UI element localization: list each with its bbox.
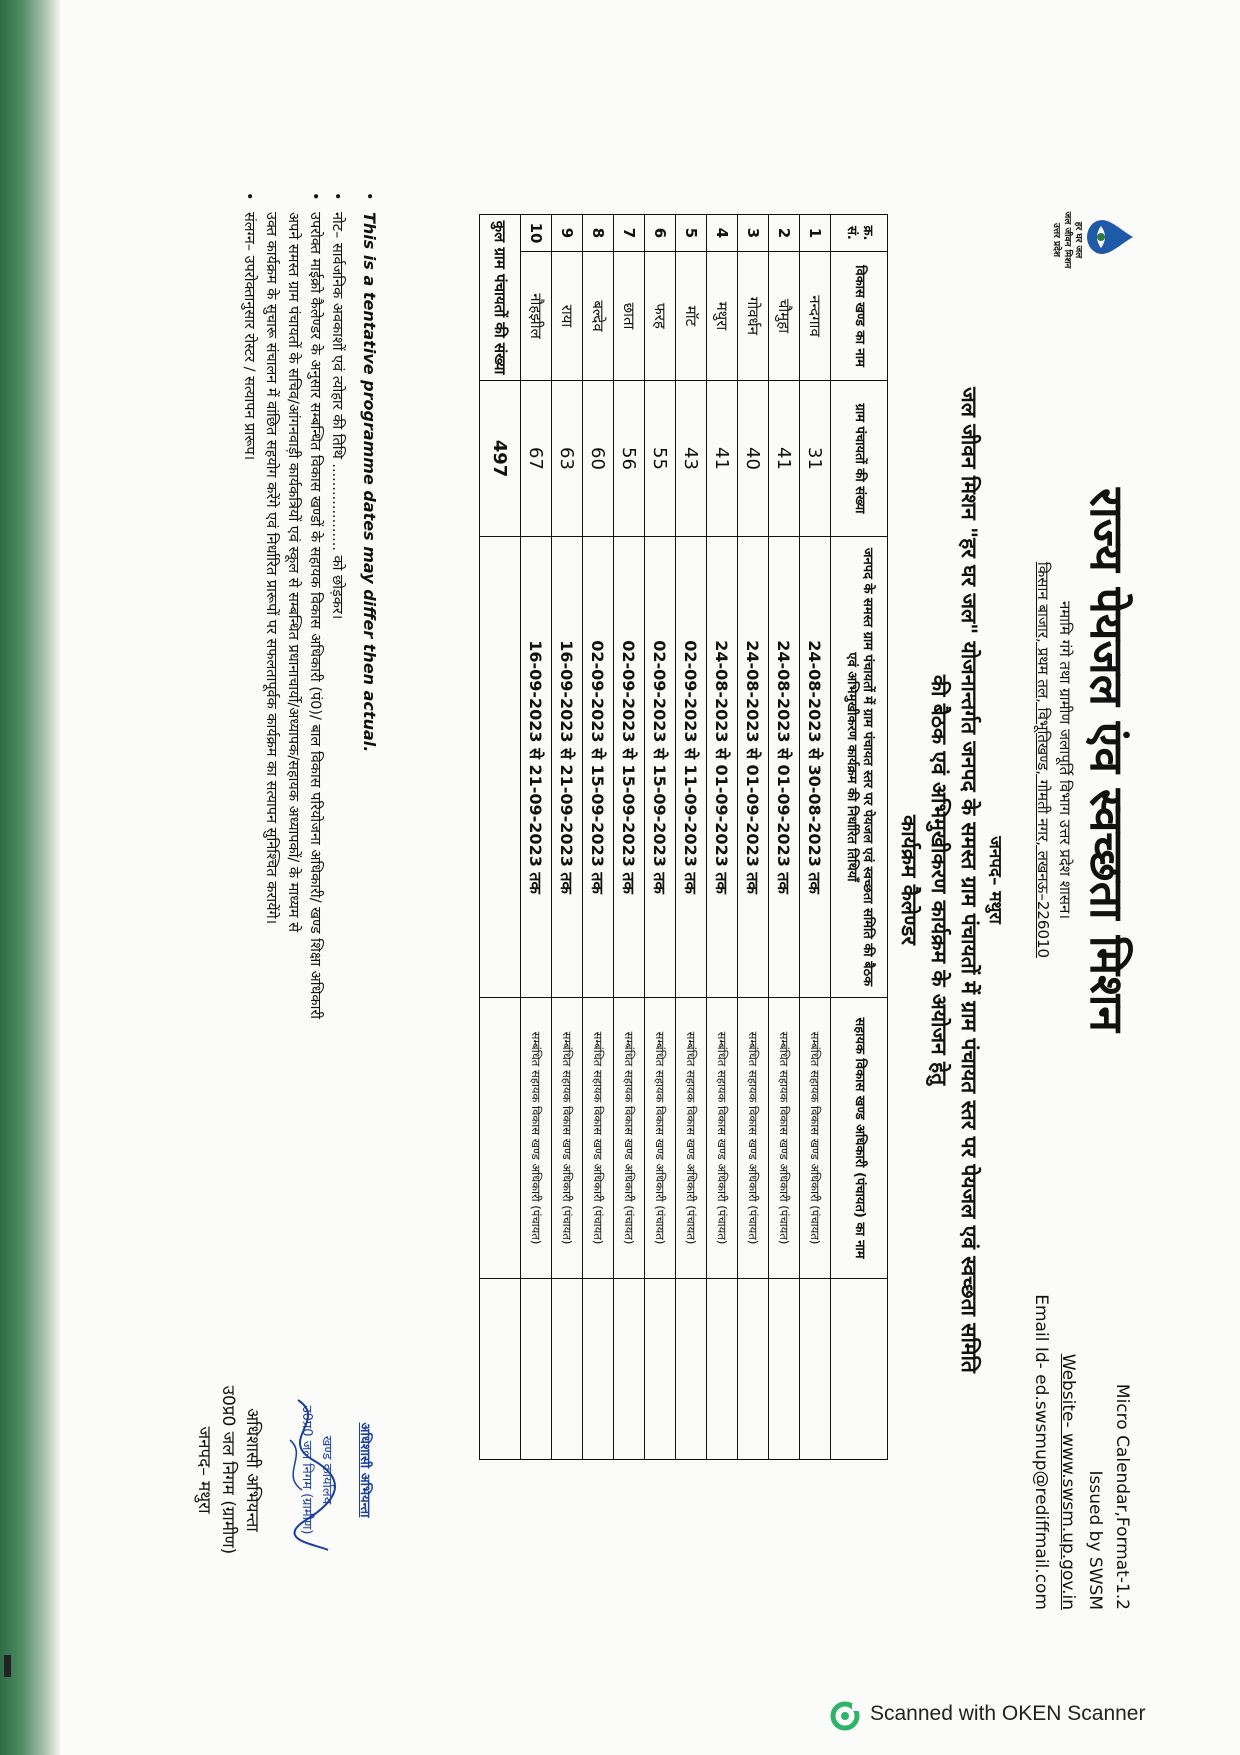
website-link[interactable]: Website- www.swsm.up.gov.in: [1058, 1353, 1078, 1610]
table-row: [676, 215, 707, 1460]
note-instructions-c: उक्त कार्यक्रम के सुचारू संचालन में वांछित सहयोग करेंगे एवं निर्धारित प्रारूपों पर सफलतापूर्वक कार्यक्रम का सत्यापन सुनिश्चित करायेंगे।: [263, 212, 279, 925]
note-instructions-b: अपने समस्त ग्राम पंचायतों के सचिव/आंगनवाड़ी कार्यकत्रियों एवं स्कूल से सम्बन्धित प्रधानाचार्यो/अध्यापक/सहायक अध्यापकों/ के माध्यम से: [285, 212, 301, 933]
cell-dates: 24-08-2023 से 01-09-2023 तक: [769, 537, 800, 998]
cell-count: 60: [583, 381, 614, 537]
cell-blank: [769, 1279, 800, 1460]
header-officer: सहायक विकास खण्ड अधिकारी (पंचायत) का नाम: [831, 998, 888, 1279]
organization-title: राज्य पेयजल एंव स्वच्छता मिशन: [1080, 488, 1134, 1032]
bullet: •: [361, 192, 377, 201]
note-enclosure-text: संलग्न– उपरोक्तानुसार रोस्टर / सत्यापन प्रारूप।: [241, 212, 257, 461]
cell-block: गोवर्धन: [738, 252, 769, 381]
header-count: ग्राम पंचायतों की संख्या: [831, 381, 888, 537]
cell-block: चौमुहा: [769, 252, 800, 381]
header-block: विकास खण्ड का नाम: [831, 252, 888, 381]
table-row: [614, 215, 645, 1460]
table-body: [521, 215, 831, 1460]
cell-sn: 3: [738, 215, 769, 252]
cell-dates: 02-09-2023 से 15-09-2023 तक: [583, 537, 614, 998]
header-sn: क्र. सं.: [831, 215, 888, 252]
signatory: [192, 1370, 264, 1570]
cell-blank: [738, 1279, 769, 1460]
address-line: किसान बाजार, प्रथम तल, विभूतिखण्ड, गोमती नगर, लखनऊ–226010: [1034, 561, 1052, 959]
stamp-line-3: उ0प्र0 जल निगम (ग्रामीण): [299, 1405, 314, 1535]
cell-sn: 9: [552, 215, 583, 252]
bullet: •: [241, 192, 257, 201]
cell-officer: सम्बंधित सहायक विकास खण्ड अधिकारी (पंचायत): [645, 998, 676, 1279]
format-label: Micro Calendar,Format-1.2: [1112, 1383, 1132, 1610]
department-line: नमामि गंगे तथा ग्रामीण जलापूर्ति विभाग उत्तर प्रदेश शासन।: [1056, 600, 1074, 920]
logo-caption: [1050, 190, 1083, 290]
total-blank-officer: [480, 998, 521, 1279]
jal-jeevan-logo: [1025, 190, 1135, 290]
note-instructions-a: उपरोक्त माईक्रो कैलेण्डर के अनुसार सम्बन्धित विकास खण्डों के सहायक विकास अधिकारी (पं0)/ बाल विकास परियोजना अधिकारी/ खण्ड शिक्षा अधिकारी: [307, 212, 323, 1020]
cell-blank: [614, 1279, 645, 1460]
official-stamp: [264, 1370, 372, 1570]
cell-dates: 02-09-2023 से 15-09-2023 तक: [645, 537, 676, 998]
document-meta: [1027, 1230, 1135, 1610]
signature-scribble-icon: [272, 1380, 368, 1560]
cell-blank: [645, 1279, 676, 1460]
signature-block: [192, 1370, 372, 1570]
total-blank-extra: [480, 1279, 521, 1460]
cell-officer: सम्बंधित सहायक विकास खण्ड अधिकारी (पंचायत): [614, 998, 645, 1279]
bullet: •: [307, 192, 323, 201]
tentative-note: This is a tentative programme dates may differ then actual.: [360, 212, 379, 753]
cell-sn: 8: [583, 215, 614, 252]
cell-dates: 16-09-2023 से 21-09-2023 तक: [552, 537, 583, 998]
cell-blank: [676, 1279, 707, 1460]
table-row: [800, 215, 831, 1460]
cell-officer: सम्बंधित सहायक विकास खण्ड अधिकारी (पंचायत): [552, 998, 583, 1279]
cell-sn: 1: [800, 215, 831, 252]
cell-block: मॉट: [676, 252, 707, 381]
cell-dates: 24-08-2023 से 30-08-2023 तक: [800, 537, 831, 998]
scanner-watermark: [830, 1698, 1230, 1738]
logo-line-2: जल जीवन मिशन: [1062, 211, 1072, 269]
cell-blank: [800, 1279, 831, 1460]
table-row: [521, 215, 552, 1460]
cell-sn: 2: [769, 215, 800, 252]
table-row: [552, 215, 583, 1460]
cell-officer: सम्बंधित सहायक विकास खण्ड अधिकारी (पंचायत): [676, 998, 707, 1279]
logo-line-3: उत्तर प्रदेश: [1051, 223, 1061, 257]
issued-by: Issued by SWSM: [1085, 1470, 1105, 1610]
cell-count: 55: [645, 381, 676, 537]
cell-sn: 7: [614, 215, 645, 252]
logo-line-1: हर घर जल: [1073, 221, 1083, 259]
signatory-department: उ0प्र0 जल निगम (ग्रामीण): [218, 1385, 238, 1555]
email-line: Email Id- ed.swsmup@rediffmail.com: [1031, 1294, 1051, 1610]
cell-officer: सम्बंधित सहायक विकास खण्ड अधिकारी (पंचायत): [738, 998, 769, 1279]
cell-blank: [707, 1279, 738, 1460]
calendar-table: [479, 214, 888, 1460]
table-row: [583, 215, 614, 1460]
cell-dates: 16-09-2023 से 21-09-2023 तक: [521, 537, 552, 998]
heading-line-2: की बैठक एवं अभिमुखीकरण कार्यक्रम के अयोजन हेतु: [927, 674, 951, 1086]
cell-block: बल्देव: [583, 252, 614, 381]
cell-count: 41: [769, 381, 800, 537]
signatory-district: जनपद– मथुरा: [194, 1426, 214, 1514]
district-label: जनपद– मथुरा: [985, 836, 1005, 924]
total-label: कुल ग्राम पंचायतों की संख्या: [480, 215, 521, 381]
cell-count: 43: [676, 381, 707, 537]
stamp-line-1: अधिशासी अभियन्ता: [357, 1422, 372, 1518]
cell-block: फरह: [645, 252, 676, 381]
cell-sn: 5: [676, 215, 707, 252]
cell-dates: 02-09-2023 से 11-09-2023 तक: [676, 537, 707, 998]
cell-officer: सम्बंधित सहायक विकास खण्ड अधिकारी (पंचायत): [800, 998, 831, 1279]
letterhead: [1005, 190, 1135, 1610]
header-dates: जनपद के समस्त ग्राम पंचायतों में ग्राम पंचायत स्तर पर पेयजल एवं स्वच्छता समिति की बैठक एवं अभिमुखीकरण कार्यक्रम की निर्धारित तिथियाँ: [831, 537, 888, 998]
cell-officer: सम्बंधित सहायक विकास खण्ड अधिकारी (पंचायत): [583, 998, 614, 1279]
cell-count: 31: [800, 381, 831, 537]
cell-officer: सम्बंधित सहायक विकास खण्ड अधिकारी (पंचायत): [521, 998, 552, 1279]
cell-count: 40: [738, 381, 769, 537]
water-drop-icon: [1085, 212, 1135, 262]
signatory-title: अधिशासी अभियन्ता: [242, 1408, 262, 1532]
cell-dates: 02-09-2023 से 15-09-2023 तक: [614, 537, 645, 998]
cell-dates: 24-08-2023 से 01-09-2023 तक: [738, 537, 769, 998]
cell-officer: सम्बंधित सहायक विकास खण्ड अधिकारी (पंचायत): [707, 998, 738, 1279]
cell-count: 41: [707, 381, 738, 537]
cell-count: 63: [552, 381, 583, 537]
cell-block: मथुरा: [707, 252, 738, 381]
bullet: •: [329, 192, 345, 201]
watermark-text: Scanned with OKEN Scanner: [870, 1702, 1146, 1725]
table-row: [769, 215, 800, 1460]
cell-sn: 10: [521, 215, 552, 252]
table-row: [645, 215, 676, 1460]
cell-dates: 24-08-2023 से 01-09-2023 तक: [707, 537, 738, 998]
total-blank-dates: [480, 537, 521, 998]
cell-blank: [521, 1279, 552, 1460]
cell-block: नौहझील: [521, 252, 552, 381]
heading-line-3: कार्यक्रम कैलेण्डर: [897, 815, 921, 945]
stamp-line-2: खण्ड कार्यालय: [319, 1435, 334, 1505]
cell-count: 67: [521, 381, 552, 537]
header-blank: [831, 1279, 888, 1460]
table-row: [738, 215, 769, 1460]
note-holidays-text: नोट– सार्वजनिक अवकाशों एवं त्योहार की तिथि ................... को छोड़कर।: [329, 212, 345, 620]
cell-blank: [552, 1279, 583, 1460]
cell-officer: सम्बंधित सहायक विकास खण्ड अधिकारी (पंचायत): [769, 998, 800, 1279]
oken-logo-icon: [830, 1701, 860, 1731]
cell-sn: 4: [707, 215, 738, 252]
cell-block: नन्दगाव: [800, 252, 831, 381]
cell-block: छाता: [614, 252, 645, 381]
cell-count: 56: [614, 381, 645, 537]
cell-block: राया: [552, 252, 583, 381]
heading-line-1: जल जीवन मिशन "हर घर जल" योजनान्तर्गत जनपद के समस्त ग्राम पंचायतों में ग्राम पंचायत स्तर पर पेयजल एवं स्वच्छता समिति: [957, 387, 981, 1373]
cell-sn: 6: [645, 215, 676, 252]
table-row: [707, 215, 738, 1460]
total-count: 497: [480, 381, 521, 537]
calendar-heading: [894, 190, 984, 1570]
cell-blank: [583, 1279, 614, 1460]
table-header-row: [831, 215, 888, 1460]
total-row: [480, 215, 521, 1460]
